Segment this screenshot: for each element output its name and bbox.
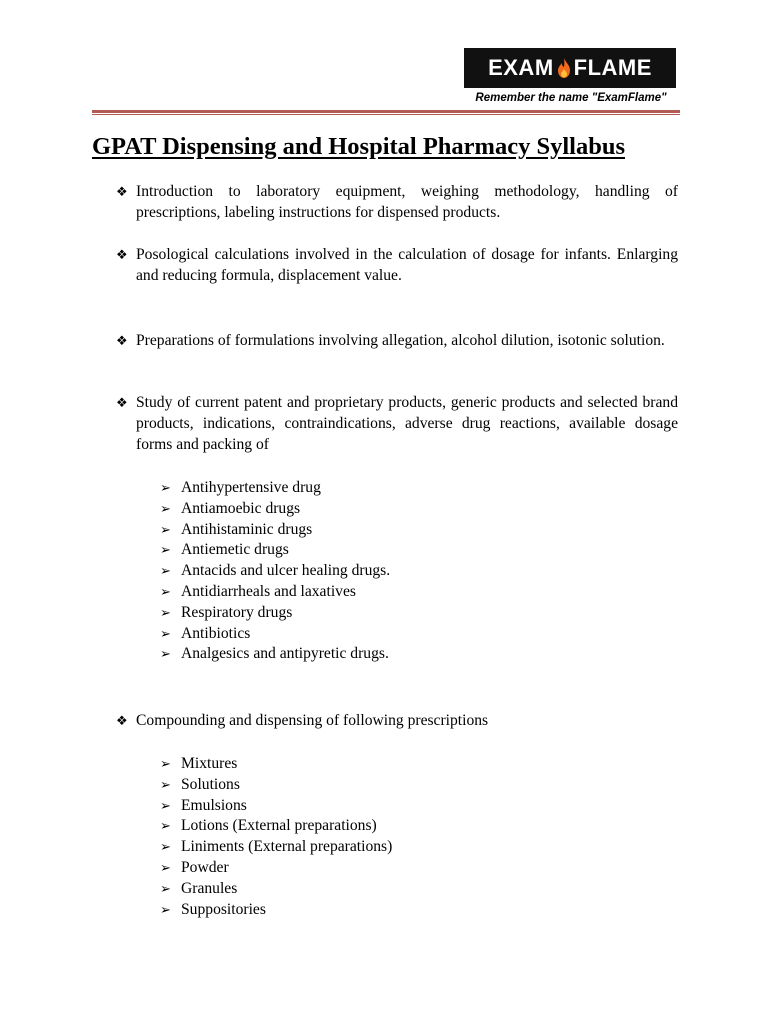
bullet-text: Posological calculations involved in the calculation of dosage for infants. Enlarging and reducing formula, displacement value.: [136, 246, 678, 284]
list-item: ➢ Antihypertensive drug: [160, 478, 390, 499]
list-item: ➢ Liniments (External preparations): [160, 837, 392, 858]
diamond-bullet-icon: ❖: [116, 713, 128, 728]
header-divider: [92, 110, 680, 113]
brand-tagline: Remember the name "ExamFlame": [475, 92, 667, 104]
diamond-bullet-icon: ❖: [116, 247, 128, 262]
list-item: ➢ Emulsions: [160, 796, 392, 817]
list-item: ➢ Analgesics and antipyretic drugs.: [160, 644, 390, 665]
bullet-text: Preparations of formulations involving allegation, alcohol dilution, isotonic solution.: [136, 332, 665, 349]
list-item: ➢ Mixtures: [160, 754, 392, 775]
arrow-bullet-icon: ➢: [160, 500, 171, 516]
logo-text-flame: FLAME: [573, 55, 652, 80]
arrow-bullet-icon: ➢: [160, 604, 171, 620]
flame-icon: [557, 58, 571, 78]
list-item: ➢ Antacids and ulcer healing drugs.: [160, 561, 390, 582]
list-item: ➢ Granules: [160, 879, 392, 900]
list-item: ➢ Suppositories: [160, 900, 392, 921]
examflame-logo: [464, 48, 676, 88]
arrow-bullet-icon: ➢: [160, 776, 171, 792]
prescription-type-list: [160, 754, 392, 920]
list-item: ➢ Lotions (External preparations): [160, 816, 392, 837]
arrow-bullet-icon: ➢: [160, 625, 171, 641]
syllabus-bullet-3: [116, 330, 678, 351]
arrow-bullet-icon: ➢: [160, 901, 171, 917]
bullet-text: Introduction to laboratory equipment, weighing methodology, handling of prescriptions, labeling instructions for dispensed products.: [136, 183, 678, 221]
list-item: ➢ Antidiarrheals and laxatives: [160, 582, 390, 603]
diamond-bullet-icon: ❖: [116, 333, 128, 348]
arrow-bullet-icon: ➢: [160, 521, 171, 537]
arrow-bullet-icon: ➢: [160, 818, 171, 834]
arrow-bullet-icon: ➢: [160, 583, 171, 599]
syllabus-bullet-1: [116, 181, 678, 223]
syllabus-bullet-2: [116, 244, 678, 286]
arrow-bullet-icon: ➢: [160, 542, 171, 558]
arrow-bullet-icon: ➢: [160, 839, 171, 855]
logo-text-exam: EXAM: [488, 55, 554, 80]
arrow-bullet-icon: ➢: [160, 859, 171, 875]
bullet-text: Study of current patent and proprietary products, generic products and selected brand products, indications, contraindications, adverse drug reactions, available dosage forms and packing of: [136, 394, 678, 453]
bullet-text: Compounding and dispensing of following prescriptions: [136, 712, 489, 729]
arrow-bullet-icon: ➢: [160, 797, 171, 813]
list-item: ➢ Respiratory drugs: [160, 603, 390, 624]
arrow-bullet-icon: ➢: [160, 480, 171, 495]
list-item: ➢ Powder: [160, 858, 392, 879]
diamond-bullet-icon: ❖: [116, 184, 128, 199]
header-divider-thin: [92, 114, 680, 115]
arrow-bullet-icon: ➢: [160, 646, 171, 662]
list-item: ➢ Antihistaminic drugs: [160, 520, 390, 541]
arrow-bullet-icon: ➢: [160, 880, 171, 896]
page-title: GPAT Dispensing and Hospital Pharmacy Syllabus: [92, 133, 625, 160]
list-item: ➢ Antiamoebic drugs: [160, 499, 390, 520]
drug-category-list: [160, 478, 390, 665]
syllabus-bullet-5: [116, 710, 678, 731]
list-item: ➢ Antibiotics: [160, 624, 390, 645]
arrow-bullet-icon: ➢: [160, 756, 171, 771]
syllabus-bullet-4: [116, 392, 678, 455]
arrow-bullet-icon: ➢: [160, 563, 171, 579]
list-item: ➢ Solutions: [160, 775, 392, 796]
diamond-bullet-icon: ❖: [116, 395, 128, 410]
list-item: ➢ Antiemetic drugs: [160, 540, 390, 561]
